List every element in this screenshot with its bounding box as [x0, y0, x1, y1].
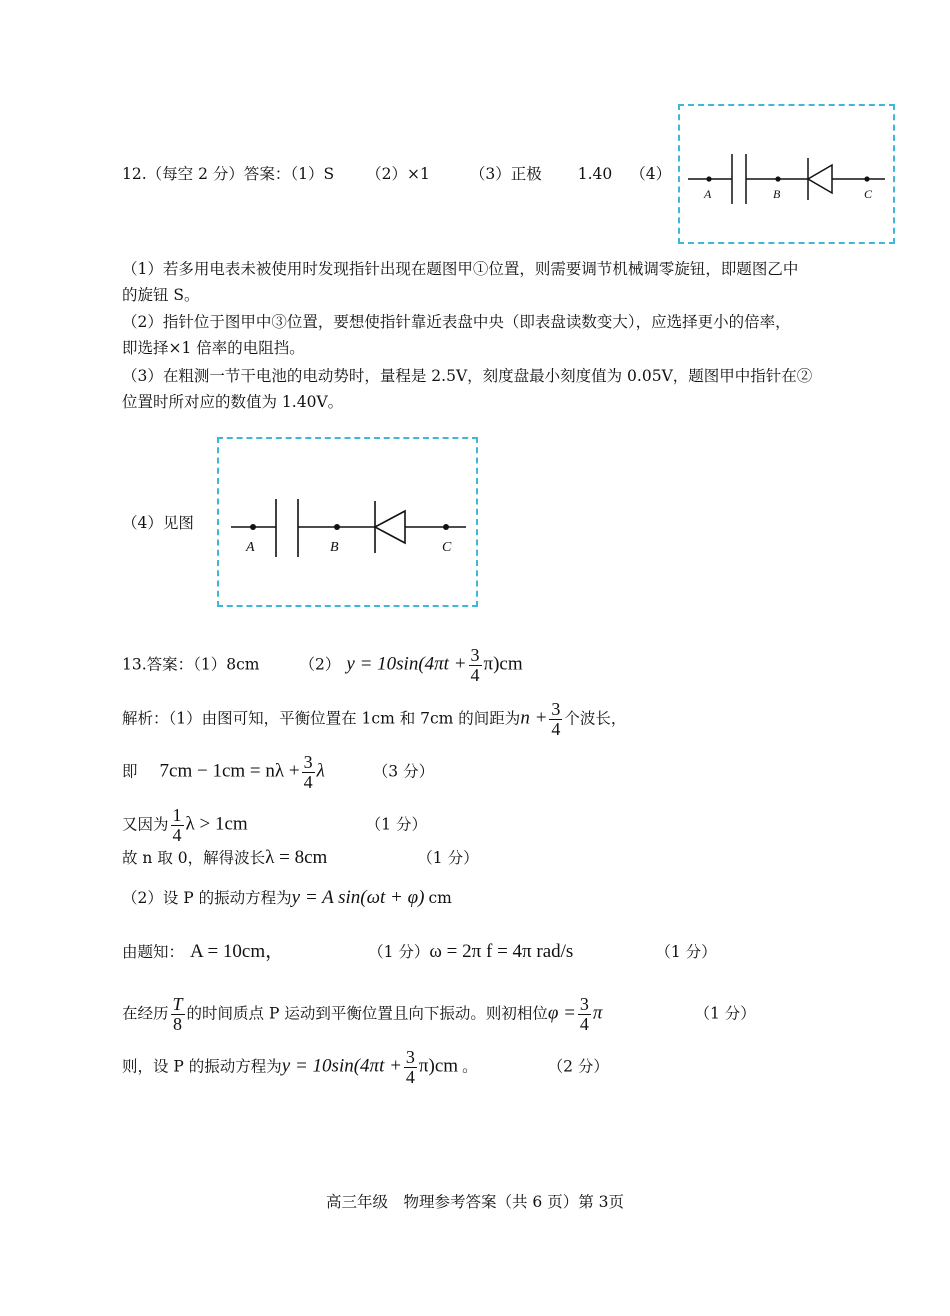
q13-jingli-mid: 的时间质点 P 运动到平衡位置且向下振动。则初相位 [186, 1004, 548, 1023]
q13-eq1-lambda: λ [316, 760, 325, 782]
q13-answer-line [122, 646, 523, 685]
q13-final-dot: 。 [462, 1057, 478, 1076]
q13-parse-n: n + [520, 707, 548, 729]
q12-explanation-2b: 即选择×1 倍率的电阻挡。 [122, 339, 305, 357]
page-footer: 高三年级 物理参考答案（共 6 页）第 3页 [325, 1193, 624, 1211]
q13-A-eq: A = 10cm， [190, 941, 285, 962]
q13-phi-eq: φ = [547, 1002, 576, 1024]
q12-circuit-box-large [217, 437, 478, 607]
node-label-a: A [704, 187, 712, 201]
fraction-3-4: $\frac{3}{4}$ [470, 645, 480, 685]
fraction-3-4: $\frac{3}{4}$ [551, 699, 561, 739]
q13-omega-score: （1 分） [655, 943, 717, 961]
circuit-diagram-large [219, 439, 476, 605]
q13-eq1-score: （3 分） [372, 762, 435, 781]
q13-given-line [122, 942, 717, 962]
q13-p2-line [122, 888, 452, 908]
q13-lambda-eq: λ = 8cm [265, 847, 328, 868]
node-label-a: A [246, 540, 255, 555]
fraction-T-8: $\frac{T}{8}$ [172, 994, 183, 1034]
q13-header: 13.答案：（1）8cm [122, 655, 260, 674]
q12-explanation-3b: 位置时所对应的数值为 1.40V。 [122, 393, 344, 411]
q12-circuit-box-small [678, 104, 895, 244]
q13-gu: 故 n 取 0，解得波长 [122, 849, 266, 867]
q13-ineq-line [122, 806, 427, 845]
q13-final-line [122, 1048, 609, 1087]
q13-final-eq-a: y = 10sin(4πt + [281, 1055, 402, 1077]
q13-phi-pi: π [592, 1002, 603, 1024]
q13-parse-line [122, 700, 626, 739]
q13-final-eq-b: π)cm [418, 1055, 459, 1077]
q12-ans4: （4） [630, 165, 672, 183]
fraction-3-4: $\frac{3}{4}$ [405, 1047, 415, 1087]
q13-eq1-lhs: 7cm − 1cm = nλ + [159, 760, 300, 782]
node-label-c: C [864, 187, 873, 201]
q13-parse-prefix: 解析：（1）由图可知，平衡位置在 1cm 和 7cm 的间距为 [122, 709, 521, 728]
q13-p2-unit: cm [428, 889, 452, 907]
q13-p2-prefix: （2）设 P 的振动方程为 [122, 889, 292, 907]
q13-jingli: 在经历 [122, 1004, 169, 1023]
node-label-b: B [773, 187, 781, 201]
q12-explanation-1b: 的旋钮 S。 [122, 286, 200, 304]
q13-gu-score: （1 分） [417, 849, 479, 867]
q13-parse-suffix: 个波长， [564, 709, 627, 728]
q13-omega-eq: ω = 2π f = 4π rad/s [429, 941, 574, 962]
q13-final-prefix: 则，设 P 的振动方程为 [122, 1057, 282, 1076]
q13-ans-eq-prefix: y = 10sin(4πt + [346, 653, 467, 675]
q12-ans3-value: 1.40 [577, 165, 613, 183]
q13-ineq-score: （1 分） [365, 815, 427, 834]
q12-answer-line [122, 164, 671, 184]
q12-explanation-4: （4）见图 [122, 514, 194, 532]
node-label-c: C [442, 540, 452, 555]
q12-header: 12.（每空 2 分）答案：（1）S [122, 165, 335, 183]
q13-youyin: 又因为 [122, 815, 169, 834]
node-label-b: B [330, 540, 339, 555]
q13-ineq: λ > 1cm [185, 813, 248, 835]
q12-ans3: （3）正极 [469, 165, 542, 183]
q12-explanation-1a: （1）若多用电表未被使用时发现指针出现在题图甲①位置，则需要调节机械调零旋钮，即题图乙中 [122, 260, 799, 278]
q12-explanation-3a: （3）在粗测一节干电池的电动势时，量程是 2.5V，刻度盘最小刻度值为 0.05V，题图甲中指针在② [122, 367, 813, 385]
fraction-3-4: $\frac{3}{4}$ [579, 994, 589, 1034]
fraction-1-4: $\frac{1}{4}$ [172, 805, 182, 845]
q13-phase-line [122, 995, 756, 1034]
q13-final-score: （2 分） [547, 1057, 609, 1076]
q13-youti: 由题知： [122, 943, 185, 961]
q13-wavelength-line [122, 848, 479, 868]
q13-phi-score: （1 分） [694, 1004, 756, 1023]
fraction-3-4: $\frac{3}{4}$ [303, 752, 313, 792]
q13-p2-eq: y = A sin(ωt + φ) [291, 887, 425, 908]
q13-ans-eq-suffix: π)cm [483, 653, 523, 675]
q13-A-score: （1 分） [368, 943, 430, 961]
q12-ans2: （2）×1 [366, 165, 430, 183]
circuit-diagram-small [680, 106, 893, 242]
q13-eq1-line [122, 753, 434, 792]
q12-explanation-2a: （2）指针位于图甲中③位置，要想使指针靠近表盘中央（即表盘读数变大），应选择更小的倍率， [122, 313, 791, 331]
q13-ji: 即 [122, 762, 138, 781]
q13-ans2-label: （2） [299, 655, 341, 674]
